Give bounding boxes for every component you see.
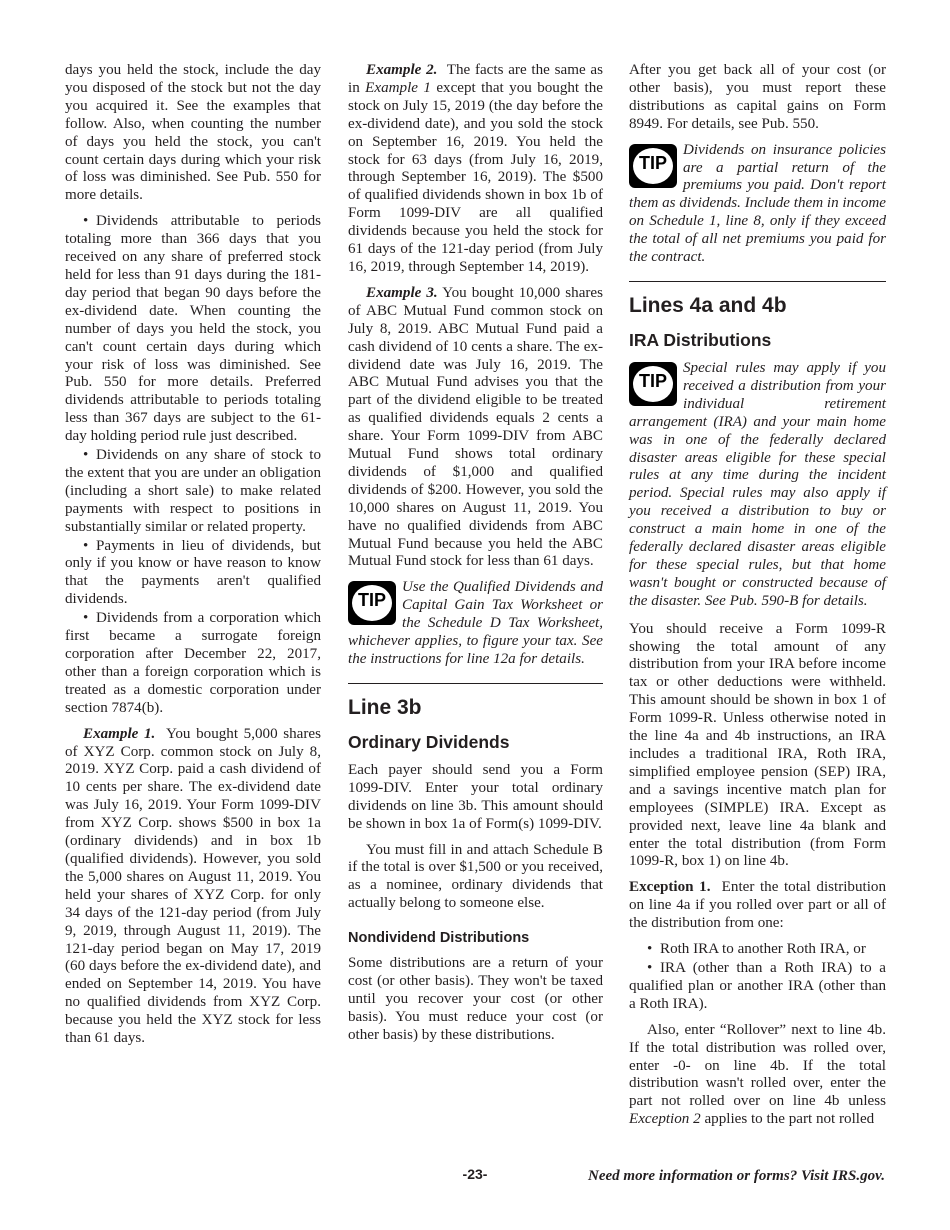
list-item: • Dividends on any share of stock to the extent that you are under an obligation (including a short sale) to make related payments with respect to positions in substantially similar or related property.	[65, 447, 321, 535]
column-left	[65, 62, 321, 1056]
tip-box: TIP Use the Qualified Dividends and Capital Gain Tax Worksheet or the Schedule D Tax Worksheet, whichever applies, to figure your tax. See the instructions for line 12a for details.	[348, 579, 603, 667]
example-3: Example 3. You bought 10,000 shares of ABC Mutual Fund common stock on July 8, 2019. ABC Mutual Fund paid a cash dividend of 10 cents a share. The ex-dividend date was July 16, 2019. The ABC Mutual Fund advises you that the part of the dividend eligible to be treated as qualified dividends equals 2 cents a share. Your Form 1099-DIV from ABC Mutual Fund shows total ordinary dividends of $1,000 and qualified dividends of $200. However, you sold the 10,000 shares on August 11, 2019. You have no qualified dividends from ABC Mutual Fund because you held the ABC Mutual Fund stock for less than 61 days.	[348, 284, 604, 570]
bullet-icon: •	[83, 610, 89, 627]
footer-tagline: Need more information or forms? Visit IRS.gov.	[588, 1168, 885, 1184]
page-number: -23-	[462, 1166, 488, 1182]
tip-box: TIP Dividends on insurance policies are a partial return of the premiums you paid. Don't report them as dividends. Include them in income on Schedule 1, line 8, only if they exceed the total of all net premiums you paid for the contract.	[629, 141, 886, 266]
exception-1: Exception 1. Enter the total distribution on line 4a if you rolled over part or all of the distribution from one:	[629, 879, 886, 932]
column-middle	[348, 62, 603, 1053]
section-divider	[629, 281, 886, 282]
column-right	[629, 62, 886, 1137]
list-item: • Roth IRA to another Roth IRA, or	[647, 941, 866, 958]
section-subheading: IRA Distributions	[629, 329, 772, 350]
example-2: Example 2. The facts are the same as in Example 1 except that you bought the stock on July 15, 2019 (the day before the ex-dividend date), and you sold the stock on September 16, 2019. You held the stock for 63 days (from July 16, 2019, through September 16, 2019). The $500 of qualified dividends shown in box 1b of Form 1099-DIV are all qualified dividends because you held the stock for 61 days of the 121-day period (from July 16, 2019, through September 14, 2019).	[348, 62, 603, 275]
tip-box: TIP Special rules may apply if you received a distribution from your individual retirement arrangement (IRA) and your main home was in one of the federally declared disaster areas eligible for these special rules at any time during the incident period. Special rules may also apply if you received a distribution to buy or construct a main home in one of the federally declared disaster areas eligible for these special rules, but that home wasn't bought or constructed because of the disaster. See Pub. 590-B for details.	[629, 359, 886, 609]
paragraph: days you held the stock, include the day you disposed of the stock but not the day you acquired it. See the examples that follow. Also, when counting the number of days you held the stock, you can't count certain days during which your risk of loss was diminished. See Pub. 550 for more details.	[65, 62, 321, 204]
section-heading: Line 3b	[348, 695, 422, 719]
section-subheading: Ordinary Dividends	[348, 731, 510, 752]
tip-icon: TIP	[629, 362, 677, 406]
paragraph: Also, enter “Rollover” next to line 4b. If the total distribution was rolled over, enter -0- on line 4b. If the total distribution wasn't rolled over, enter the part not rolled over on line 4b unless Exception 2 applies to the part not rolled	[629, 1021, 886, 1128]
paragraph: After you get back all of your cost (or other basis), you must report these distributions as capital gains on Form 8949. For details, see Pub. 550.	[629, 62, 886, 132]
bullet-icon: •	[83, 537, 89, 554]
tip-icon: TIP	[629, 144, 677, 188]
section-divider	[348, 683, 603, 684]
list-item: • Dividends from a corporation which first became a surrogate foreign corporation after December 22, 2017, other than a foreign corporation which is treated as a domestic corporation under section 7874(b).	[65, 610, 321, 716]
bullet-icon: •	[83, 447, 89, 464]
subsection-heading: Nondividend Distributions	[348, 930, 530, 947]
paragraph: You should receive a Form 1099-R showing the total amount of any distribution from your IRA before income tax or other deductions were withheld. This amount should be shown in box 1 of Form 1099-R. Unless otherwise noted in the line 4a and 4b instructions, an IRA includes a traditional IRA, Roth IRA, simplified employee pension (SEP) IRA, and a savings incentive match plan for employees (SIMPLE) IRA. Except as provided next, leave line 4a blank and enter the total distribution (from Form 1099-R, box 1) on line 4b.	[629, 620, 886, 870]
list-item: • IRA (other than a Roth IRA) to a qualified plan or another IRA (other than a Roth IRA).	[629, 959, 886, 1012]
bullet-icon: •	[83, 213, 89, 230]
paragraph: Some distributions are a return of your cost (or other basis). They won't be taxed until you recover your cost (or other basis). You must reduce your cost (or other basis) by these distributions.	[348, 955, 603, 1043]
bullet-icon: •	[647, 959, 653, 976]
paragraph: You must fill in and attach Schedule B if the total is over $1,500 or you received, as a nominee, ordinary dividends that actually belong to someone else.	[348, 841, 603, 912]
list-item: • Dividends attributable to periods totaling more than 366 days that you received on any share of preferred stock held for less than 91 days during the 181-day period that began 90 days before the ex-dividend date. When counting the number of days you held the stock, you can't count certain days during which your risk of loss was diminished. See Pub. 550 for more details. Preferred dividends attributable to periods totaling less than 367 days are subject to the 61-day holding period rule just described.	[65, 213, 321, 445]
paragraph: Each payer should send you a Form 1099-DIV. Enter your total ordinary dividends on line 3b. This amount should be shown in box 1a of Form(s) 1099-DIV.	[348, 761, 603, 832]
example-1: Example 1. You bought 5,000 shares of XYZ Corp. common stock on July 8, 2019. XYZ Corp. paid a cash dividend of 10 cents per share. The ex-dividend date was July 16, 2019. Your Form 1099-DIV from XYZ Corp. shows $500 in box 1a (ordinary dividends) and in box 1b (qualified dividends). However, you sold the 5,000 shares on August 11, 2019. You held your shares of XYZ Corp. for only 34 days of the 121-day period (from July 9, 2019, through August 11, 2019). The 121-day period began on May 17, 2019 (60 days before the ex-dividend date), and ended on September 14, 2019. You have no qualified dividends from XYZ Corp. because you held the XYZ stock for less than 61 days.	[65, 725, 321, 1047]
section-heading: Lines 4a and 4b	[629, 293, 787, 317]
list-item: • Payments in lieu of dividends, but only if you know or have reason to know that the payments aren't qualified dividends.	[65, 537, 321, 608]
tip-icon: TIP	[348, 581, 396, 625]
bullet-icon: •	[647, 941, 653, 958]
